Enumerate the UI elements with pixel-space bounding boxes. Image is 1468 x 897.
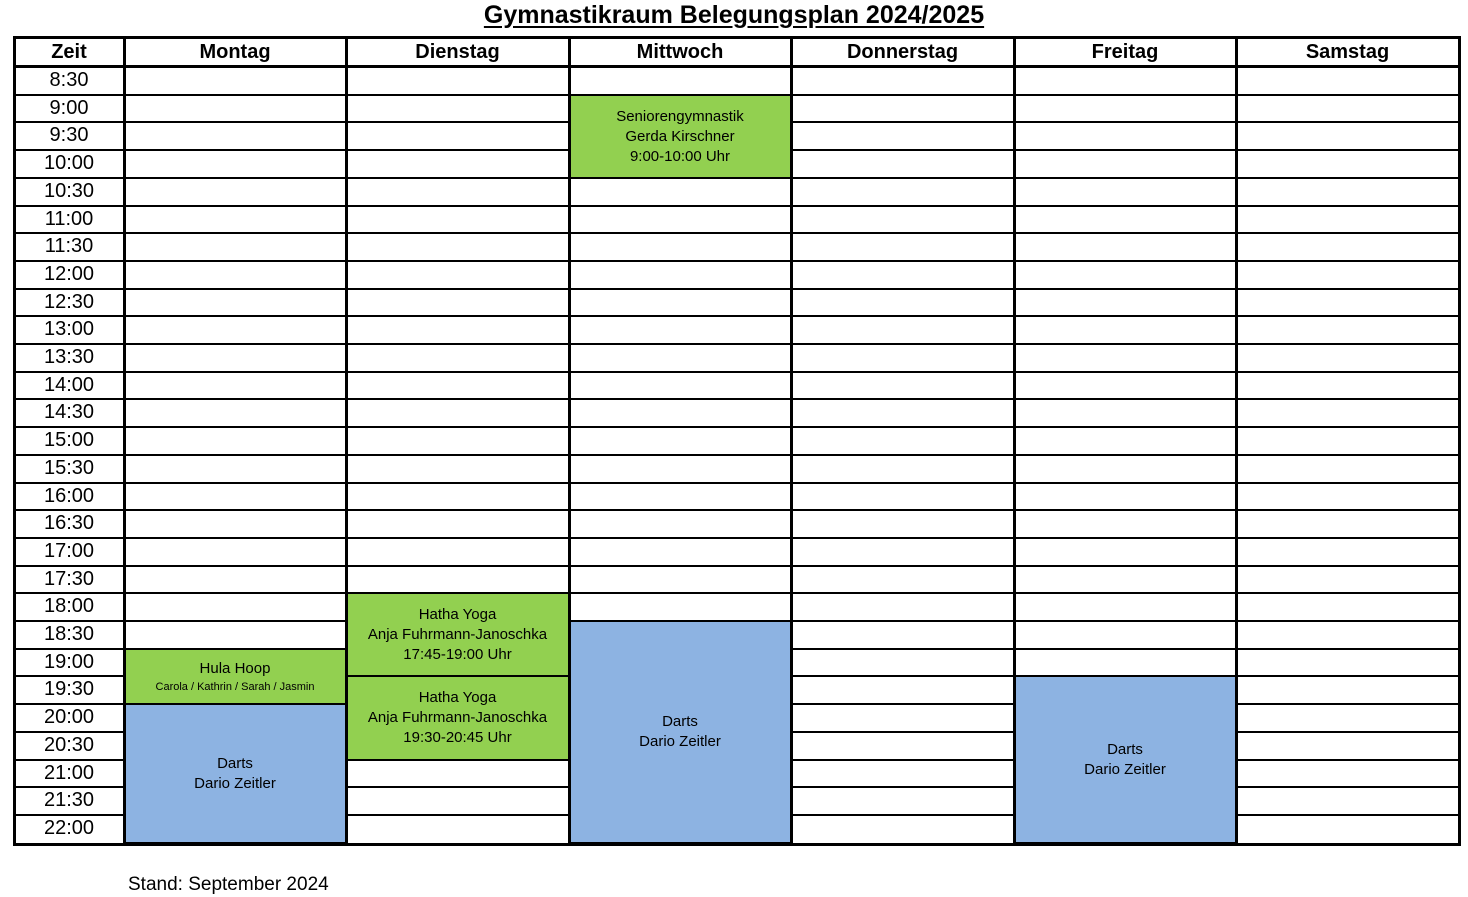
grid-line-row xyxy=(791,398,1014,400)
grid-line-row xyxy=(346,482,569,484)
event-seniorengymnastik xyxy=(569,94,791,179)
grid-line-row xyxy=(346,398,569,400)
grid-line-row xyxy=(791,315,1014,317)
grid-line-row xyxy=(1236,592,1459,594)
grid-line-row xyxy=(124,592,346,594)
page-title: Gymnastikraum Belegungsplan 2024/2025 xyxy=(483,1,985,29)
event-title: Seniorengymnastik xyxy=(616,107,744,125)
grid-line-row xyxy=(124,537,346,539)
grid-line-row xyxy=(1014,232,1236,234)
grid-line-row xyxy=(791,759,1014,761)
grid-line-row xyxy=(791,177,1014,179)
grid-line-row xyxy=(124,205,346,207)
grid-line-row xyxy=(346,343,569,345)
grid-line-row xyxy=(124,149,346,151)
event-darts-freitag xyxy=(1014,675,1236,844)
grid-line-row xyxy=(569,454,791,456)
grid-line-row xyxy=(791,232,1014,234)
event-instructor: Dario Zeitler xyxy=(1084,760,1166,778)
column-header-zeit: Zeit xyxy=(51,41,87,63)
grid-line-row xyxy=(791,205,1014,207)
grid-line-row xyxy=(1014,592,1236,594)
grid-line-row xyxy=(124,371,346,373)
grid-line-row xyxy=(791,426,1014,428)
grid-line-row xyxy=(124,288,346,290)
grid-line-row xyxy=(1014,94,1236,96)
grid-line-row xyxy=(791,703,1014,705)
time-label: 16:00 xyxy=(43,485,95,507)
grid-line-row xyxy=(791,537,1014,539)
grid-line-row xyxy=(569,509,791,511)
grid-line-row xyxy=(346,232,569,234)
grid-line-row xyxy=(569,482,791,484)
event-title: Darts xyxy=(217,754,253,772)
grid-line-row xyxy=(346,565,569,567)
grid-line-row xyxy=(1236,759,1459,761)
grid-line-row xyxy=(569,315,791,317)
grid-line-row xyxy=(1014,315,1236,317)
grid-line-row xyxy=(1236,315,1459,317)
grid-line-row xyxy=(1014,398,1236,400)
grid-line-row xyxy=(1014,260,1236,262)
grid-line-row xyxy=(569,371,791,373)
grid-line-row xyxy=(346,177,569,179)
grid-line-row xyxy=(1236,260,1459,262)
grid-line-row xyxy=(346,149,569,151)
grid-line-row xyxy=(1236,94,1459,96)
time-label: 13:00 xyxy=(43,318,95,340)
time-label: 12:00 xyxy=(43,263,95,285)
grid-line-row xyxy=(791,648,1014,650)
time-label: 20:30 xyxy=(43,734,95,756)
grid-line-row xyxy=(346,426,569,428)
grid-line-row xyxy=(791,814,1014,816)
grid-line-row xyxy=(1014,121,1236,123)
column-header-freitag: Freitag xyxy=(1091,41,1159,63)
grid-line-row xyxy=(124,398,346,400)
grid-line-row xyxy=(569,205,791,207)
grid-line-row xyxy=(346,260,569,262)
grid-line-row xyxy=(346,288,569,290)
grid-line-row xyxy=(1236,509,1459,511)
grid-line-row xyxy=(346,814,569,816)
grid-line-row xyxy=(1236,786,1459,788)
grid-line-row xyxy=(791,260,1014,262)
time-label: 14:30 xyxy=(43,401,95,423)
time-label: 21:00 xyxy=(43,762,95,784)
grid-line-row xyxy=(569,592,791,594)
grid-line-row xyxy=(346,454,569,456)
column-header-montag: Montag xyxy=(199,41,271,63)
grid-line-row xyxy=(124,343,346,345)
time-label: 19:30 xyxy=(43,678,95,700)
time-label: 11:30 xyxy=(44,235,94,257)
grid-line-row xyxy=(346,205,569,207)
grid-line-row xyxy=(124,315,346,317)
event-instructor: Carola / Kathrin / Sarah / Jasmin xyxy=(155,680,315,693)
grid-line-column xyxy=(1458,36,1461,846)
grid-line-row xyxy=(1014,509,1236,511)
column-header-samstag: Samstag xyxy=(1305,41,1390,63)
grid-line-row xyxy=(1236,426,1459,428)
grid-line-row xyxy=(124,509,346,511)
grid-line-row xyxy=(791,675,1014,677)
grid-line-column xyxy=(345,36,348,846)
event-time: 17:45-19:00 Uhr xyxy=(403,645,512,663)
grid-line-row xyxy=(1236,149,1459,151)
grid-line-row xyxy=(791,454,1014,456)
event-title: Hatha Yoga xyxy=(418,689,497,706)
time-label: 19:00 xyxy=(43,651,95,673)
column-header-donnerstag: Donnerstag xyxy=(846,41,959,63)
grid-line-row xyxy=(791,343,1014,345)
grid-line-row xyxy=(1236,620,1459,622)
grid-line-row xyxy=(346,121,569,123)
grid-line-row xyxy=(346,509,569,511)
time-label: 17:30 xyxy=(43,568,95,590)
grid-line-row xyxy=(1014,454,1236,456)
grid-line-row xyxy=(1014,205,1236,207)
grid-line-row xyxy=(569,288,791,290)
column-header-dienstag: Dienstag xyxy=(415,41,500,63)
event-title: Hula Hoop xyxy=(199,659,271,677)
grid-line-row xyxy=(791,288,1014,290)
grid-line-row xyxy=(1236,537,1459,539)
grid-line-row xyxy=(124,260,346,262)
event-hatha-yoga-2 xyxy=(346,675,569,761)
event-hatha-yoga-1 xyxy=(346,592,569,677)
time-label: 22:00 xyxy=(43,817,95,839)
grid-line-row xyxy=(1236,205,1459,207)
grid-line-row xyxy=(1014,537,1236,539)
grid-line-column xyxy=(790,36,793,846)
grid-line-row xyxy=(1236,565,1459,567)
event-title: Hatha Yoga xyxy=(418,605,497,623)
grid-line-row xyxy=(791,94,1014,96)
event-time: 9:00-10:00 Uhr xyxy=(629,147,731,165)
grid-line-row xyxy=(1014,371,1236,373)
grid-line-row xyxy=(569,565,791,567)
grid-line-row xyxy=(346,315,569,317)
time-label: 15:30 xyxy=(43,457,95,479)
grid-line-row xyxy=(791,786,1014,788)
time-label: 18:00 xyxy=(43,595,95,617)
grid-line-row xyxy=(791,482,1014,484)
grid-line-column xyxy=(1235,36,1238,846)
grid-line-column xyxy=(568,36,571,846)
time-label: 17:00 xyxy=(43,540,95,562)
grid-line-row xyxy=(569,260,791,262)
grid-line-row xyxy=(124,177,346,179)
grid-line-row xyxy=(1014,426,1236,428)
time-label: 10:30 xyxy=(43,180,95,202)
grid-line-row xyxy=(1236,648,1459,650)
time-label: 11:00 xyxy=(44,208,94,230)
time-label: 16:30 xyxy=(43,512,95,534)
grid-line-row xyxy=(569,232,791,234)
grid-line-row xyxy=(346,537,569,539)
grid-line-row xyxy=(124,121,346,123)
event-title: Darts xyxy=(662,713,698,730)
time-label: 10:00 xyxy=(43,152,95,174)
grid-line-row xyxy=(791,592,1014,594)
time-label: 18:30 xyxy=(43,623,95,645)
grid-line-row xyxy=(569,398,791,400)
grid-line-row xyxy=(1014,149,1236,151)
event-instructor: Anja Fuhrmann-Janoschka xyxy=(367,709,548,726)
grid-line-row xyxy=(124,232,346,234)
grid-line-row xyxy=(1236,675,1459,677)
time-label: 9:30 xyxy=(49,124,89,146)
event-instructor: Gerda Kirschner xyxy=(625,127,735,145)
grid-line-row xyxy=(1014,482,1236,484)
grid-line-row xyxy=(1236,177,1459,179)
time-label: 13:30 xyxy=(43,346,95,368)
grid-line-row xyxy=(124,94,346,96)
grid-line-row xyxy=(1236,814,1459,816)
event-darts-montag xyxy=(124,703,346,844)
event-instructor: Dario Zeitler xyxy=(639,733,721,750)
time-label: 15:00 xyxy=(43,429,95,451)
grid-line-row xyxy=(791,371,1014,373)
event-darts-mittwoch xyxy=(569,620,791,844)
grid-line-row xyxy=(1014,565,1236,567)
grid-line-row xyxy=(1014,288,1236,290)
event-time: 19:30-20:45 Uhr xyxy=(403,729,512,746)
grid-line-row xyxy=(1014,177,1236,179)
grid-line-row xyxy=(1236,343,1459,345)
grid-line-row xyxy=(124,482,346,484)
grid-line-row xyxy=(791,149,1014,151)
grid-line-row xyxy=(124,426,346,428)
grid-line-row xyxy=(791,565,1014,567)
grid-line-row xyxy=(1236,703,1459,705)
grid-line-row xyxy=(1236,398,1459,400)
grid-line-row xyxy=(791,620,1014,622)
event-hula-hoop xyxy=(124,648,346,705)
grid-line-row xyxy=(1014,648,1236,650)
grid-line-row xyxy=(569,426,791,428)
grid-line-column xyxy=(1013,36,1016,846)
column-header-mittwoch: Mittwoch xyxy=(636,41,724,63)
grid-line-row xyxy=(569,343,791,345)
event-title: Darts xyxy=(1107,740,1143,758)
grid-line-row xyxy=(124,620,346,622)
grid-line-row xyxy=(1236,454,1459,456)
grid-line-row xyxy=(124,454,346,456)
grid-line-row xyxy=(1236,731,1459,733)
grid-line-row xyxy=(346,371,569,373)
time-label: 9:00 xyxy=(49,97,89,119)
event-instructor: Dario Zeitler xyxy=(194,774,276,792)
grid-line-row xyxy=(569,537,791,539)
grid-line-row xyxy=(1014,343,1236,345)
grid-line-row xyxy=(1236,288,1459,290)
time-label: 20:00 xyxy=(43,706,95,728)
grid-line-row xyxy=(346,94,569,96)
grid-line-row xyxy=(791,509,1014,511)
grid-line-row xyxy=(1236,371,1459,373)
time-label: 14:00 xyxy=(43,374,95,396)
grid-line-row xyxy=(1236,482,1459,484)
time-label: 21:30 xyxy=(43,789,95,811)
grid-line-row xyxy=(346,786,569,788)
grid-line-row xyxy=(791,731,1014,733)
grid-line-row xyxy=(124,565,346,567)
grid-line-row xyxy=(791,121,1014,123)
status-footer: Stand: September 2024 xyxy=(128,874,329,895)
grid-line-row xyxy=(1014,620,1236,622)
grid-line-row xyxy=(1236,232,1459,234)
grid-line-row xyxy=(1236,121,1459,123)
time-label: 12:30 xyxy=(43,291,95,313)
time-label: 8:30 xyxy=(49,69,89,91)
event-instructor: Anja Fuhrmann-Janoschka xyxy=(367,625,548,643)
